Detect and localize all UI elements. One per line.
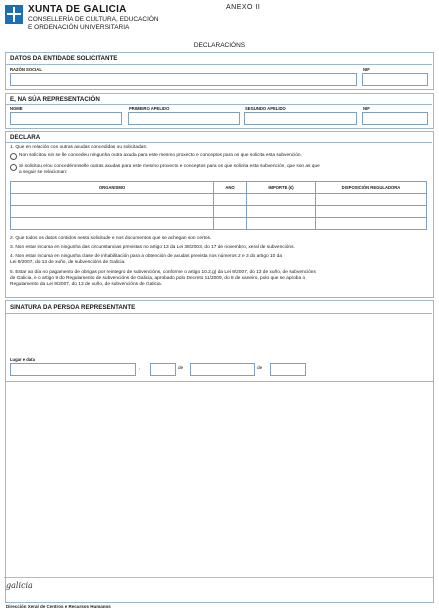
name-field[interactable] <box>10 112 122 125</box>
second-surname-label: SEGUNDO APELIDO <box>245 106 286 111</box>
signature-area[interactable] <box>5 380 434 603</box>
de-separator-2: de <box>257 366 263 371</box>
declaration-item-2: 2. Que todos os datos contidos nesta solicitude e nos documentos que se achegan son certos. <box>10 236 212 241</box>
table-row <box>11 206 427 218</box>
table-cell[interactable] <box>247 206 316 218</box>
table-cell[interactable] <box>247 194 316 206</box>
org-line-1: CONSELLERÍA DE CULTURA, EDUCACIÓN <box>28 16 159 23</box>
option-b-line-1: Si solicitou e/ou concedéronselle outras axudas para este mesmo proxecto e conceptos para os que solicita esta subvención, que son as que <box>19 164 320 169</box>
divider <box>6 64 432 65</box>
razon-label: RAZÓN SOCIAL <box>10 67 42 72</box>
table-cell[interactable] <box>11 218 214 230</box>
razon-social-field[interactable] <box>10 73 357 86</box>
galicia-logo: galicia <box>6 581 33 590</box>
org-title: XUNTA DE GALICIA <box>28 4 127 15</box>
option-b-line-2: a seguir se relacionan: <box>19 170 68 175</box>
item-4-line-1: 4. Non estar incursa en ningunha clase de inhabilitación para a obtención de axudas prevista nos números 2 e 3 do artigo 10 da <box>10 254 283 259</box>
divider <box>6 142 432 143</box>
table-row <box>11 194 427 206</box>
item-5-line-2: de Galicia, e o artigo 9 do Regulamento de subvencións de Galicia, aprobado polo Decreto 11/2009, do 8 de xaneiro, polo que se aproba o <box>10 276 306 281</box>
aid-table <box>10 181 427 230</box>
table-header-row <box>11 182 427 194</box>
applicant-title: DATOS DA ENTIDADE SOLICITANTE <box>10 55 118 62</box>
day-field[interactable] <box>150 363 176 376</box>
col-ano: ANO <box>214 182 247 194</box>
col-disposicion: DISPOSICIÓN REGULADORA <box>316 182 427 194</box>
declaration-item-5 <box>10 270 428 288</box>
first-surname-label: PRIMEIRO APELIDO <box>129 106 170 111</box>
col-importe: IMPORTE (€) <box>247 182 316 194</box>
item-5-line-3: Regulamento da Lei 9/2007, do 13 de xuño, de subvencións de Galicia. <box>10 282 163 287</box>
first-surname-field[interactable] <box>128 112 240 125</box>
table-row <box>11 218 427 230</box>
rep-nif-label: NIF <box>363 106 370 111</box>
nif-label: NIF <box>363 67 370 72</box>
month-field[interactable] <box>190 363 255 376</box>
second-surname-field[interactable] <box>244 112 357 125</box>
table-cell[interactable] <box>11 206 214 218</box>
de-separator-1: de <box>178 366 184 371</box>
table-cell[interactable] <box>247 218 316 230</box>
place-date-label: Lugar e data <box>10 357 35 362</box>
table-cell[interactable] <box>11 194 214 206</box>
representative-title: E, NA SÚA REPRESENTACIÓN <box>10 96 100 103</box>
divider <box>6 313 432 314</box>
year-field[interactable] <box>270 363 306 376</box>
divider <box>6 104 432 105</box>
option-b-radio[interactable] <box>10 164 17 171</box>
declaration-item-3: 3. Non estar incursa en ningunha das circunstancias previstas no artigo 13 da Lei 38/2003, do 17 de novembro, xeral de subvencións. <box>10 245 295 250</box>
item-5-line-1: 5. Estar ao día no pagamento de obrigas por reintegro de subvencións, conforme o artigo 10.2.g) da Lei 9/2007, do 13 de xuño, de subvencións <box>10 270 316 275</box>
footer-divider <box>4 577 433 578</box>
comma-separator: , <box>139 366 141 371</box>
declaration-item-4 <box>10 254 428 266</box>
declara-title: DECLARA <box>10 134 41 141</box>
table-cell[interactable] <box>214 194 247 206</box>
option-a-radio[interactable] <box>10 153 17 160</box>
table-cell[interactable] <box>316 218 427 230</box>
signature-title: SINATURA DA PERSOA REPRESENTANTE <box>10 304 136 311</box>
table-cell[interactable] <box>316 206 427 218</box>
applicant-nif-field[interactable] <box>362 73 428 86</box>
name-label: NOME <box>10 106 23 111</box>
org-subtitle <box>28 16 159 31</box>
table-cell[interactable] <box>316 194 427 206</box>
option-a-text: Non solicitou nin se lle concedeu ningunha outra axuda para este mesmo proxecto e conceptos para os que solicita esta subvención. <box>19 153 302 158</box>
org-line-2: E ORDENACIÓN UNIVERSITARIA <box>28 23 130 31</box>
declaration-item-1: 1. Que en relación con outras axudas concedidas ou solicitadas: <box>10 145 148 150</box>
col-organismo: ORGANISMO <box>11 182 214 194</box>
place-field[interactable] <box>10 363 136 376</box>
xunta-logo-icon <box>5 5 23 24</box>
table-cell[interactable] <box>214 206 247 218</box>
annex-label: ANEXO II <box>226 4 261 11</box>
table-cell[interactable] <box>214 218 247 230</box>
department-name: Dirección Xeral de Centros e Recursos Humanos <box>6 604 111 609</box>
option-b-text <box>19 164 431 176</box>
rep-nif-field[interactable] <box>362 112 428 125</box>
item-4-line-2: Lei 9/2007, do 13 de xuño, de subvencións de Galicia. <box>10 260 126 265</box>
page-title: DECLARACIÓNS <box>193 42 246 49</box>
